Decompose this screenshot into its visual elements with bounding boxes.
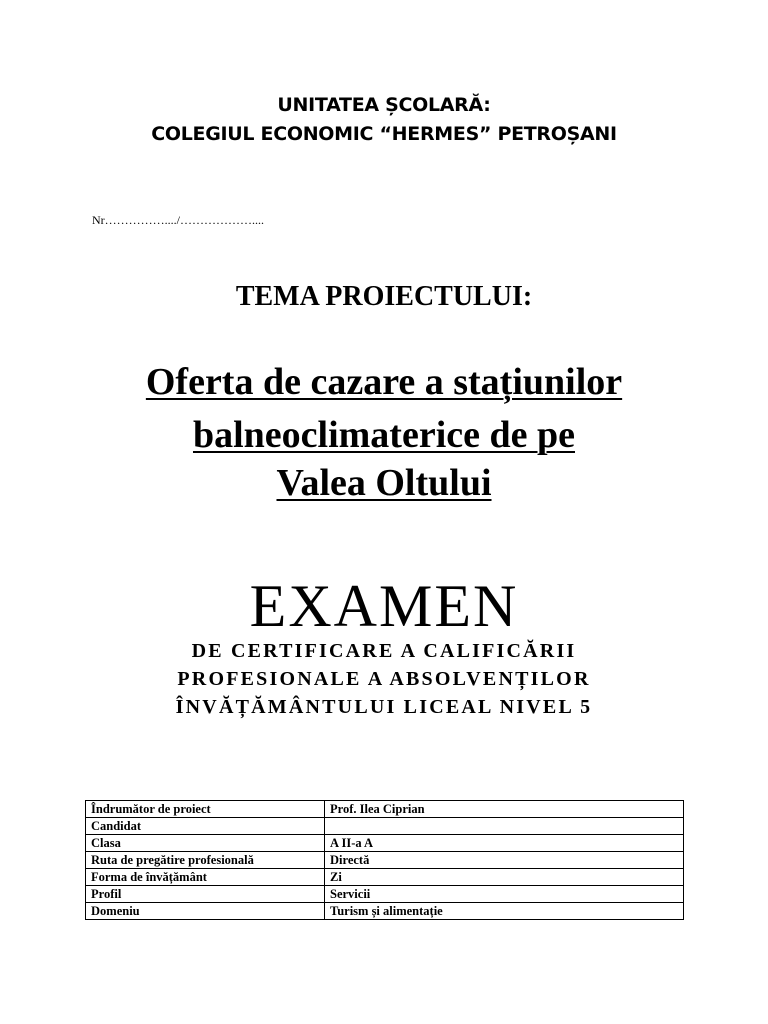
registration-number: Nr……………..../……………….... — [92, 213, 264, 227]
table-row — [86, 801, 684, 818]
table-row — [86, 869, 684, 886]
exam-subtitle-line-1: DE CERTIFICARE A CALIFICĂRII — [191, 640, 577, 662]
info-value: Servicii — [325, 886, 684, 903]
table-row — [86, 903, 684, 920]
info-label: Forma de învățământ — [86, 869, 325, 886]
school-unit-label: UNITATEA ȘCOLARĂ: — [277, 94, 491, 116]
info-value: A II-a A — [325, 835, 684, 852]
table-row — [86, 818, 684, 835]
info-value: Prof. Ilea Ciprian — [325, 801, 684, 818]
info-value: Directă — [325, 852, 684, 869]
project-title-line-2: balneoclimaterice de pe — [192, 414, 575, 456]
info-value: Turism și alimentație — [325, 903, 684, 920]
table-row — [86, 886, 684, 903]
exam-subtitle-line-3: ÎNVĂȚĂMÂNTULUI LICEAL NIVEL 5 — [175, 696, 593, 718]
school-name: COLEGIUL ECONOMIC “HERMES” PETROȘANI — [151, 123, 617, 145]
exam-subtitle-line-2: PROFESIONALE A ABSOLVENȚILOR — [177, 668, 591, 690]
project-title-line-1: Oferta de cazare a stațiunilor — [145, 361, 623, 403]
project-info-table — [85, 800, 684, 920]
table-row — [86, 835, 684, 852]
project-title-line-3: Valea Oltului — [276, 462, 492, 504]
info-label: Îndrumător de proiect — [86, 801, 325, 818]
exam-heading: EXAMEN — [249, 573, 519, 639]
info-label: Profil — [86, 886, 325, 903]
info-label: Clasa — [86, 835, 325, 852]
info-label: Ruta de pregătire profesională — [86, 852, 325, 869]
info-label: Domeniu — [86, 903, 325, 920]
project-theme-label: TEMA PROIECTULUI: — [235, 281, 533, 312]
info-label: Candidat — [86, 818, 325, 835]
table-row — [86, 852, 684, 869]
info-value: Zi — [325, 869, 684, 886]
info-value — [325, 818, 684, 835]
